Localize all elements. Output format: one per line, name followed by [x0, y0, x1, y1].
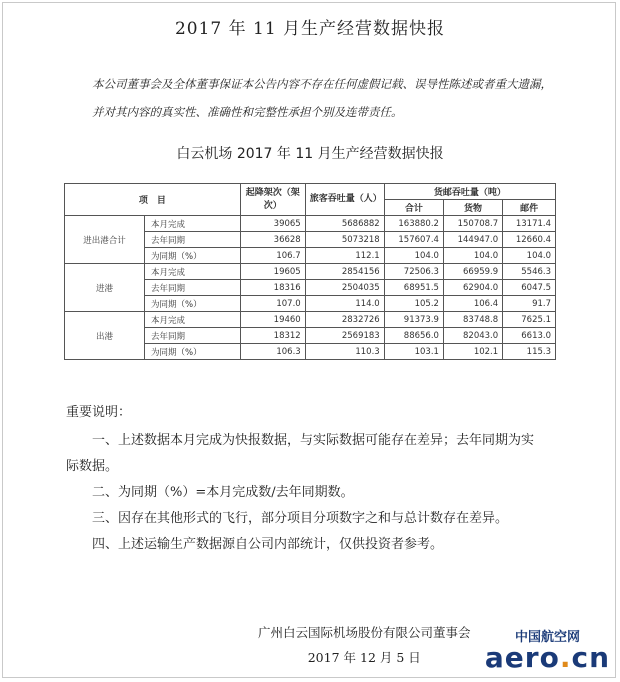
cell-goods: 102.1: [443, 344, 502, 360]
cell-mail: 13171.4: [503, 216, 556, 232]
cell-flights: 19605: [240, 264, 305, 280]
cell-total: 105.2: [384, 296, 443, 312]
cell-total: 68951.5: [384, 280, 443, 296]
row-group-label: 进港: [65, 264, 145, 312]
watermark-logo-dot: .: [559, 641, 572, 674]
cell-goods: 144947.0: [443, 232, 502, 248]
signature-date: 2017 年 12 月 5 日: [307, 650, 421, 665]
table-row: [65, 264, 556, 280]
header-cargo-group: 货邮吞吐量（吨）: [384, 184, 555, 200]
cell-mail: 6047.5: [503, 280, 556, 296]
note-item: 二、为同期（%）=本月完成数/去年同期数。: [92, 485, 354, 500]
cell-total: 163880.2: [384, 216, 443, 232]
cell-goods: 150708.7: [443, 216, 502, 232]
cell-passengers: 112.1: [305, 248, 384, 264]
watermark-logo-tld: cn: [571, 641, 610, 674]
cell-mail: 7625.1: [503, 312, 556, 328]
row-metric-label: 本月完成: [145, 264, 241, 280]
cell-goods: 106.4: [443, 296, 502, 312]
cell-goods: 82043.0: [443, 328, 502, 344]
table-row: [65, 216, 556, 232]
cell-total: 88656.0: [384, 328, 443, 344]
production-data-table: [64, 183, 556, 360]
cell-total: 157607.4: [384, 232, 443, 248]
table-row: [65, 312, 556, 328]
cell-flights: 106.7: [240, 248, 305, 264]
disclaimer-text: 本公司董事会及全体董事保证本公告内容不存在任何虚假记载、误导性陈述或者重大遗漏，并对其内容的真实性、准确性和完整性承担个别及连带责任。: [92, 77, 552, 119]
cell-total: 103.1: [384, 344, 443, 360]
cell-flights: 19460: [240, 312, 305, 328]
header-passengers: 旅客吞吐量（人）: [305, 184, 384, 216]
cell-passengers: 2504035: [305, 280, 384, 296]
row-group-label: 出港: [65, 312, 145, 360]
header-item: 项 目: [65, 184, 241, 216]
row-metric-label: 去年同期: [145, 280, 241, 296]
cell-flights: 106.3: [240, 344, 305, 360]
document-title: 2017 年 11 月生产经营数据快报: [174, 19, 446, 39]
notes-heading: 重要说明：: [66, 405, 132, 420]
row-metric-label: 本月完成: [145, 216, 241, 232]
row-metric-label: 去年同期: [145, 232, 241, 248]
cell-mail: 12660.4: [503, 232, 556, 248]
cell-flights: 18312: [240, 328, 305, 344]
cell-passengers: 2854156: [305, 264, 384, 280]
cell-flights: 39065: [240, 216, 305, 232]
header-cargo-goods: 货物: [443, 200, 502, 216]
row-metric-label: 去年同期: [145, 328, 241, 344]
cell-mail: 91.7: [503, 296, 556, 312]
cell-flights: 107.0: [240, 296, 305, 312]
cell-flights: 18316: [240, 280, 305, 296]
note-item: 一、上述数据本月完成为快报数据，与实际数据可能存在差异；去年同期为实际数据。: [66, 433, 535, 474]
watermark-logo: [485, 641, 610, 674]
row-metric-label: 为同期（%）: [145, 248, 241, 264]
notes-section: [66, 400, 544, 558]
signature-company: 广州白云国际机场股份有限公司董事会: [258, 625, 471, 640]
cell-passengers: 5686882: [305, 216, 384, 232]
cell-passengers: 114.0: [305, 296, 384, 312]
cell-total: 91373.9: [384, 312, 443, 328]
row-metric-label: 本月完成: [145, 312, 241, 328]
cell-passengers: 110.3: [305, 344, 384, 360]
cell-total: 72506.3: [384, 264, 443, 280]
cell-mail: 104.0: [503, 248, 556, 264]
watermark-logo-main: aero: [484, 641, 560, 674]
cell-flights: 36628: [240, 232, 305, 248]
cell-passengers: 5073218: [305, 232, 384, 248]
cell-passengers: 2569183: [305, 328, 384, 344]
table-header-row: [65, 184, 556, 200]
cell-total: 104.0: [384, 248, 443, 264]
cell-goods: 66959.9: [443, 264, 502, 280]
site-watermark: [450, 626, 610, 674]
cell-mail: 115.3: [503, 344, 556, 360]
header-flights: 起降架次（架次）: [240, 184, 305, 216]
cell-goods: 62904.0: [443, 280, 502, 296]
cell-goods: 104.0: [443, 248, 502, 264]
note-item: 三、因存在其他形式的飞行，部分项目分项数字之和与总计数存在差异。: [92, 511, 509, 526]
row-metric-label: 为同期（%）: [145, 344, 241, 360]
cell-mail: 5546.3: [503, 264, 556, 280]
watermark-site-name: 中国航空网: [514, 630, 580, 645]
cell-mail: 6613.0: [503, 328, 556, 344]
signature-block: [258, 620, 471, 670]
cell-goods: 83748.8: [443, 312, 502, 328]
header-cargo-mail: 邮件: [503, 200, 556, 216]
header-cargo-total: 合计: [384, 200, 443, 216]
table-title: 白云机场 2017 年 11 月生产经营数据快报: [176, 146, 444, 162]
row-metric-label: 为同期（%）: [145, 296, 241, 312]
cell-passengers: 2832726: [305, 312, 384, 328]
row-group-label: 进出港合计: [65, 216, 145, 264]
note-item: 四、上述运输生产数据源自公司内部统计，仅供投资者参考。: [92, 537, 444, 552]
